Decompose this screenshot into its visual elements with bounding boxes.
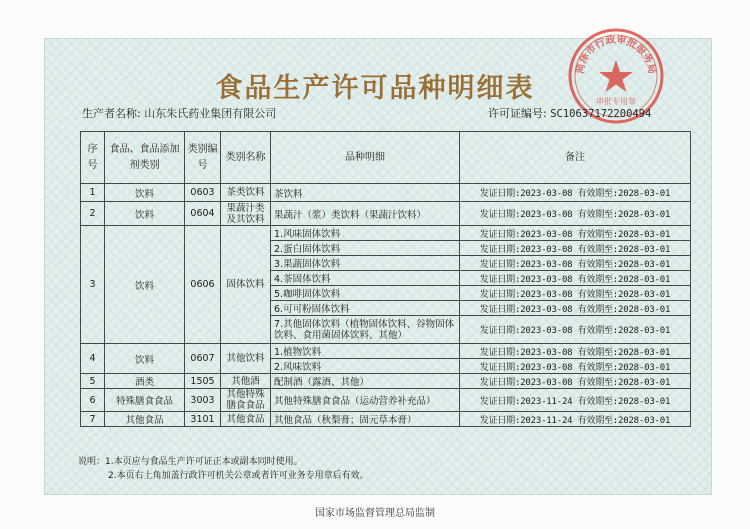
- table-row: [81, 226, 691, 241]
- cell-category-name: 其他酒: [221, 374, 271, 389]
- cell-code: 3003: [185, 389, 221, 412]
- cell-code: 0606: [185, 226, 221, 344]
- cell-note: 发证日期:2023-03-08 有效期至:2028-03-01: [460, 256, 691, 271]
- cell-detail: 配制酒（露酒、其他）: [271, 374, 460, 389]
- cell-code: 3101: [185, 412, 221, 427]
- svg-text:审批专用章: 审批专用章: [596, 97, 636, 106]
- cell-detail: 果蔬汁（浆）类饮料（果蔬汁饮料）: [271, 202, 460, 226]
- cell-detail: 1.风味固体饮料: [271, 226, 460, 241]
- cell-note: 发证日期:2023-03-08 有效期至:2028-03-01: [460, 202, 691, 226]
- cell-note: 发证日期:2023-03-08 有效期至:2028-03-01: [460, 271, 691, 286]
- cell-note: 发证日期:2023-03-08 有效期至:2028-03-01: [460, 374, 691, 389]
- cell-category: 特殊膳食食品: [105, 389, 185, 412]
- cell-category: 酒类: [105, 374, 185, 389]
- cell-category-name: 茶类饮料: [221, 184, 271, 202]
- cell-note: 发证日期:2023-03-08 有效期至:2028-03-01: [460, 301, 691, 316]
- cell-seq: 1: [81, 184, 105, 202]
- header-name: 类别名称: [221, 132, 271, 184]
- cell-seq: 5: [81, 374, 105, 389]
- cell-seq: 2: [81, 202, 105, 226]
- cell-seq: 7: [81, 412, 105, 427]
- table-row: [81, 202, 691, 226]
- producer-line: [82, 105, 276, 121]
- cell-category-name: 其他食品: [221, 412, 271, 427]
- cell-detail: 3.果蔬固体饮料: [271, 256, 460, 271]
- table-row: [81, 344, 691, 359]
- license-line: [488, 105, 651, 121]
- table-row: [81, 374, 691, 389]
- cell-category-name: 果蔬汁类及其饮料: [221, 202, 271, 226]
- notes: [78, 455, 369, 483]
- table-body: [81, 184, 691, 427]
- note-line-2: 2.本页右上角加盖行政许可机关公章或者许可业务专用章后有效。: [108, 471, 369, 481]
- cell-code: 0604: [185, 202, 221, 226]
- note-line-1: 说明：1.本页应与食品生产许可证正本或副本同时使用。: [78, 457, 303, 467]
- cell-category-name: 其他特殊膳食食品: [221, 389, 271, 412]
- cell-note: 发证日期:2023-03-08 有效期至:2028-03-01: [460, 344, 691, 359]
- supervisor-footer: 国家市场监督管理总局监制: [315, 508, 435, 519]
- cell-category: 饮料: [105, 344, 185, 374]
- cell-detail: 1.植物饮料: [271, 344, 460, 359]
- cell-detail: 6.可可粉固体饮料: [271, 301, 460, 316]
- product-detail-table: [80, 131, 691, 427]
- cell-seq: 6: [81, 389, 105, 412]
- svg-text:菏泽市行政审批服务局: 菏泽市行政审批服务局: [574, 34, 658, 75]
- cell-code: 1505: [185, 374, 221, 389]
- cell-category: 饮料: [105, 226, 185, 344]
- table-header-row: [81, 132, 691, 184]
- cell-seq: 3: [81, 226, 105, 344]
- document-title: 食品生产许可品种明细表: [215, 73, 535, 104]
- cell-note: 发证日期:2023-03-08 有效期至:2028-03-01: [460, 359, 691, 374]
- license-number: SC10637172200494: [550, 108, 652, 120]
- table-row: [81, 412, 691, 427]
- cell-seq: 4: [81, 344, 105, 374]
- cell-detail: 2.风味饮料: [271, 359, 460, 374]
- cell-note: 发证日期:2023-11-24 有效期至:2028-03-01: [460, 412, 691, 427]
- header-detail: 品种明细: [271, 132, 460, 184]
- cell-code: 0607: [185, 344, 221, 374]
- table-row: [81, 184, 691, 202]
- cell-category-name: 其他饮料: [221, 344, 271, 374]
- header-code: 类别编号: [185, 132, 221, 184]
- header-seq: 序号: [81, 132, 105, 184]
- cell-note: 发证日期:2023-03-08 有效期至:2028-03-01: [460, 184, 691, 202]
- cell-note: 发证日期:2023-03-08 有效期至:2028-03-01: [460, 241, 691, 256]
- license-label: 许可证编号:: [488, 107, 547, 120]
- producer-label: 生产者名称:: [82, 107, 141, 120]
- producer-name: 山东朱氏药业集团有限公司: [144, 107, 277, 120]
- cell-code: 0603: [185, 184, 221, 202]
- cell-category: 其他食品: [105, 412, 185, 427]
- cell-detail: 2.蛋白固体饮料: [271, 241, 460, 256]
- cell-category: 饮料: [105, 202, 185, 226]
- header-note: 备注: [460, 132, 691, 184]
- cell-detail: 4.茶固体饮料: [271, 271, 460, 286]
- cell-detail: 7.其他固体饮料（植物固体饮料、谷物固体饮料、食用菌固体饮料、其他）: [271, 316, 460, 344]
- cell-detail: 茶饮料: [271, 184, 460, 202]
- cell-note: 发证日期:2023-03-08 有效期至:2028-03-01: [460, 286, 691, 301]
- table-row: [81, 389, 691, 412]
- cell-note: 发证日期:2023-03-08 有效期至:2028-03-01: [460, 316, 691, 344]
- cell-detail: 5.咖啡固体饮料: [271, 286, 460, 301]
- cell-detail: 其他食品（秋梨膏；固元草本膏）: [271, 412, 460, 427]
- cell-note: 发证日期:2023-03-08 有效期至:2028-03-01: [460, 226, 691, 241]
- cell-category-name: 固体饮料: [221, 226, 271, 344]
- cell-category: 饮料: [105, 184, 185, 202]
- header-category: 食品、食品添加剂类别: [105, 132, 185, 184]
- cell-note: 发证日期:2023-11-24 有效期至:2028-03-01: [460, 389, 691, 412]
- cell-detail: 其他特殊膳食食品（运动营养补充品）: [271, 389, 460, 412]
